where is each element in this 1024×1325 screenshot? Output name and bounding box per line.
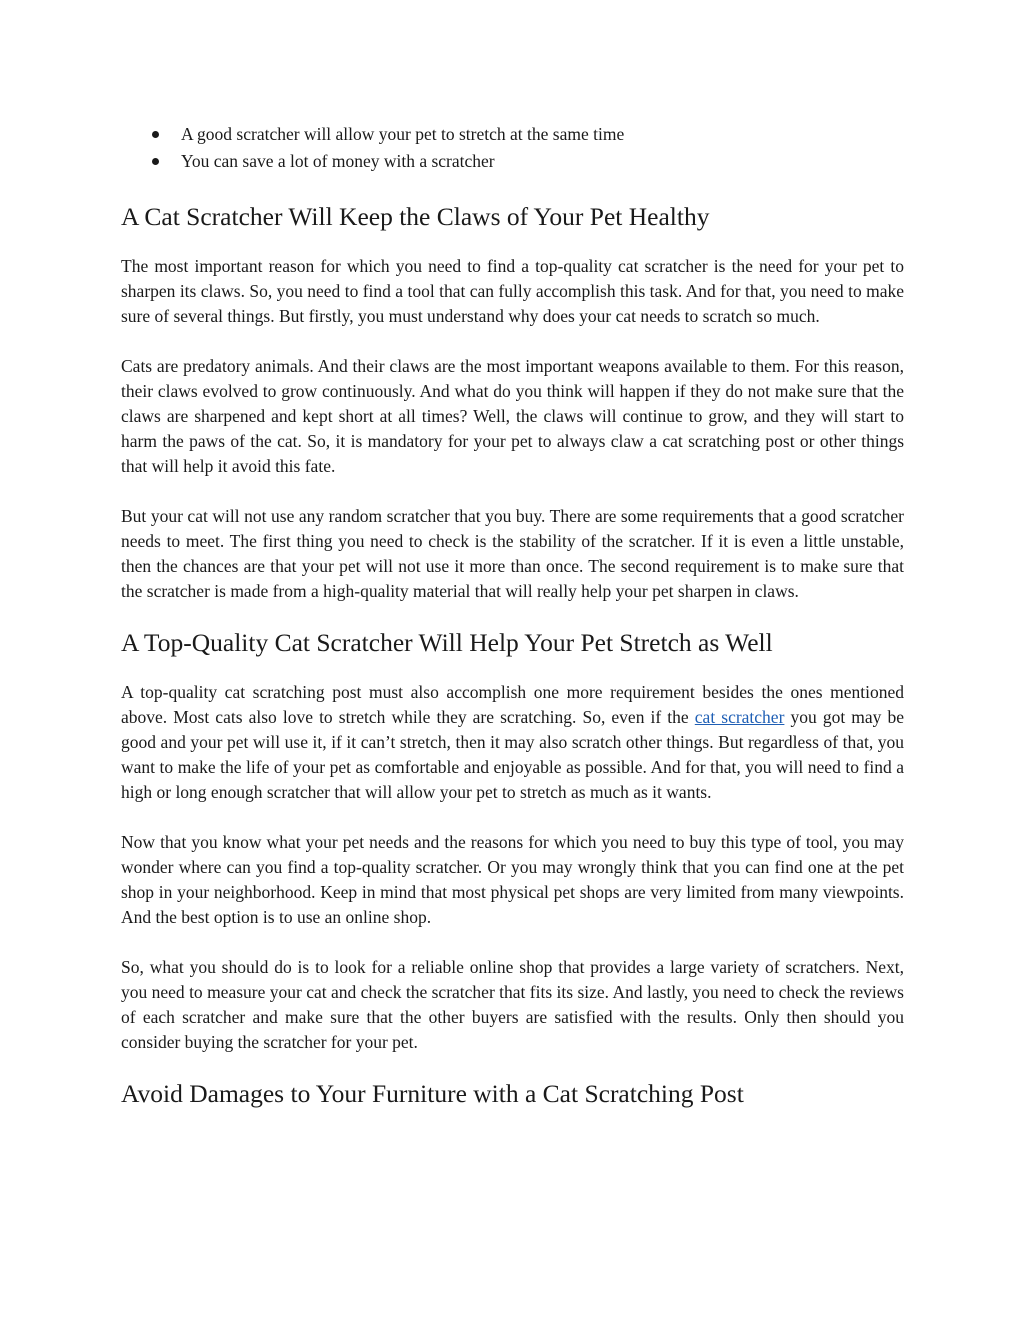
- paragraph: But your cat will not use any random scratcher that you buy. There are some requirements that a good scratcher needs to meet. The first thing you need to check is the stability of the scratcher. If it is even a little unstable, then the chances are that your pet will not use it more than once. The second requirement is to make sure that the scratcher is made from a high-quality material that will really help your pet sharpen in claws.: [121, 506, 904, 601]
- paragraph: Cats are predatory animals. And their claws are the most important weapons available to them. For this reason, their claws evolved to grow continuously. And what do you think will happen if they do not make sure that the claws are sharpened and kept short at all times? Well, the claws will continue to grow, and they will start to harm the paws of the cat. So, it is mandatory for your pet to always claw a cat scratching post or other things that will help it avoid this fate.: [121, 356, 904, 476]
- paragraph: So, what you should do is to look for a reliable online shop that provides a large variety of scratchers. Next, you need to measure your cat and check the scratcher that fits its size. And lastly, you need to check the reviews of each scratcher and make sure that the other buyers are satisfied with the results. Only then should you consider buying the scratcher for your pet.: [121, 957, 904, 1052]
- paragraph: [121, 680, 904, 805]
- paragraph: The most important reason for which you need to find a top-quality cat scratcher is the need for your pet to sharpen its claws. So, you need to find a tool that can fully accomplish this task. And for that, you need to make sure of several things. But firstly, you must understand why does your cat needs to scratch so much.: [121, 256, 904, 326]
- list-item: [121, 148, 904, 175]
- bullet-icon: [152, 131, 159, 138]
- list-item: [121, 121, 904, 148]
- cat-scratcher-link[interactable]: cat scratcher: [694, 707, 785, 727]
- document-page: [121, 121, 904, 1110]
- bullet-icon: [152, 158, 159, 165]
- list-item-text: A good scratcher will allow your pet to stretch at the same time: [181, 124, 625, 144]
- section-heading-healthy-claws: A Cat Scratcher Will Keep the Claws of Your Pet Healthy: [121, 202, 710, 231]
- section-heading-furniture: Avoid Damages to Your Furniture with a Cat Scratching Post: [121, 1079, 744, 1108]
- paragraph-text: A top-quality cat scratching post must also accomplish one more requirement besides the ones mentioned above. Most cats also love to stretch while they are scratching. So, even if the: [121, 682, 904, 727]
- list-item-text: You can save a lot of money with a scratcher: [181, 151, 495, 171]
- paragraph: Now that you know what your pet needs and the reasons for which you need to buy this type of tool, you may wonder where can you find a top-quality scratcher. Or you may wrongly think that you can find one at the pet shop in your neighborhood. Keep in mind that most physical pet shops are very limited from many viewpoints. And the best option is to use an online shop.: [121, 832, 904, 927]
- section-heading-stretch: A Top-Quality Cat Scratcher Will Help Your Pet Stretch as Well: [121, 628, 773, 657]
- paragraph-text: you got may be good and your pet will use it, if it can’t stretch, then it may also scratch other things. But regardless of that, you want to make the life of your pet as comfortable and enjoyable as possible. And for that, you will need to find a high or long enough scratcher that will allow your pet to stretch as much as it wants.: [121, 707, 904, 802]
- benefits-list: [121, 121, 904, 175]
